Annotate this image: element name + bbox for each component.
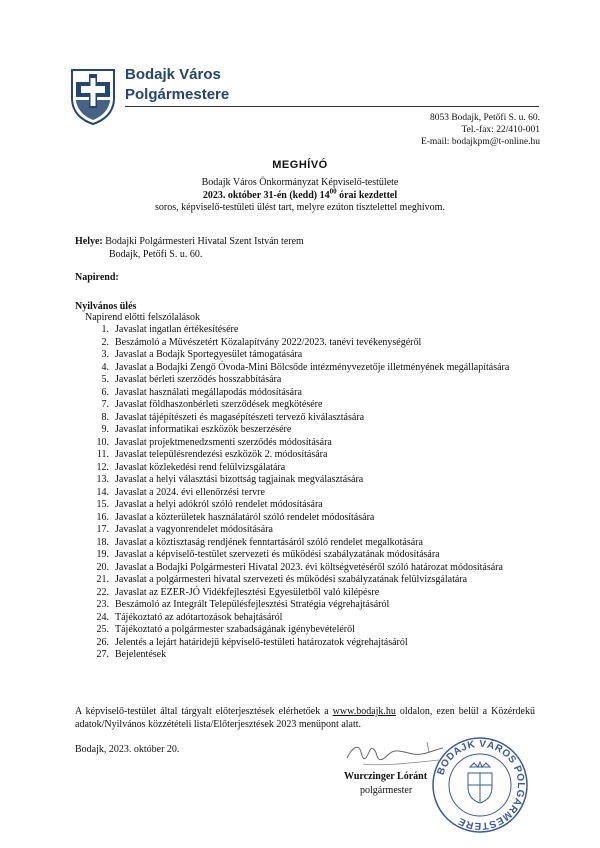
agenda-item-number: 27. <box>96 649 109 660</box>
agenda-item <box>75 349 535 362</box>
agenda-item-number: 16. <box>96 511 109 523</box>
phone: Tel.-fax: 22/410-001 <box>461 125 540 135</box>
round-stamp-icon <box>430 735 530 835</box>
intro-date: 2023. október 31-én (kedd) 14 <box>202 189 330 201</box>
agenda-item <box>75 324 535 337</box>
intro-line-3: soros, képviselő-testületi ülést tart, melyre ezúton tisztelettel meghívom. <box>155 202 445 213</box>
public-session-heading: Nyilvános ülés <box>75 301 137 312</box>
agenda-item <box>75 499 535 512</box>
agenda-item-text: Javaslat a Bodajk Sportegyesület támogatására <box>115 349 303 360</box>
agenda-item-number: 9. <box>101 424 109 435</box>
agenda-item-text: Javaslat a 2024. évi ellenőrzési tervre <box>115 486 265 498</box>
agenda-item-text: Javaslat a helyi adókról szóló rendelet módosítására <box>115 499 323 510</box>
agenda-item-text: Javaslat a Bodajki Zengő Óvoda-Mini Bölcsőde intézményvezetője illetményének megállapítására <box>115 361 510 373</box>
agenda-item-text: Tájékoztató az adótartozások behajtásáról <box>115 611 283 623</box>
agenda-item-number: 7. <box>101 399 109 410</box>
agenda-item-number: 11. <box>96 449 109 460</box>
header-divider <box>125 106 539 107</box>
agenda-item-number: 17. <box>96 524 109 535</box>
org-name: Bodajk Város <box>125 66 221 83</box>
agenda-item-text: Javaslat településrendezési eszközök 2. módosítására <box>115 449 328 460</box>
agenda-item <box>75 437 535 450</box>
agenda-item-text: Bejelentések <box>115 649 167 660</box>
agenda-item <box>75 637 535 650</box>
agenda-item-text: Javaslat a képviselő-testület szervezeti és működési szabályzatának módosítására <box>115 549 440 560</box>
agenda-item-number: 6. <box>101 386 109 398</box>
agenda-item-number: 1. <box>101 324 109 335</box>
agenda-heading: Napirend: <box>75 272 119 283</box>
signer-name: Wurczinger Lóránt <box>344 771 428 782</box>
agenda-item-number: 20. <box>96 561 109 573</box>
agenda-item-number: 8. <box>101 411 109 423</box>
venue-line-2: Bodajk, Petőfi S. u. 60. <box>109 248 203 260</box>
agenda-item <box>75 537 535 550</box>
agenda-item <box>75 412 535 425</box>
footer-note <box>75 706 535 731</box>
agenda-item-text: Javaslat használati megállapodás módosítására <box>115 386 302 398</box>
agenda-item-text: Javaslat bérleti szerződés hosszabbítására <box>115 374 282 385</box>
agenda-item <box>75 587 535 600</box>
agenda-item <box>75 524 535 537</box>
agenda-item-number: 26. <box>96 636 109 648</box>
agenda-item <box>75 474 535 487</box>
agenda-item <box>75 512 535 525</box>
website-link[interactable]: www.bodajk.hu <box>332 706 396 717</box>
agenda-item-number: 15. <box>96 499 109 510</box>
address: 8053 Bodajk, Petőfi S. u. 60. <box>429 113 540 123</box>
page-title: MEGHÍVÓ <box>272 159 328 171</box>
agenda-item-number: 14. <box>96 486 109 498</box>
intro-block <box>0 177 600 215</box>
agenda-item-number: 5. <box>101 374 109 385</box>
agenda-item-text: Tájékoztató a polgármester szabadságának igénybevételéről <box>115 624 355 635</box>
agenda-item-text: Javaslat tájépítészeti és magasépítészeti tervező kiválasztására <box>115 411 365 423</box>
intro-time-rest: órai kezdettel <box>336 189 398 201</box>
agenda-list <box>75 324 535 662</box>
agenda-item <box>75 337 535 350</box>
agenda-item-number: 4. <box>101 361 109 373</box>
coat-of-arms-icon <box>70 68 116 126</box>
signer-role: polgármester <box>360 785 413 796</box>
agenda-item-text: Javaslat a köztisztaság rendjének fenntartásáról szóló rendelet megalkotására <box>115 536 423 548</box>
agenda-item-text: Beszámoló a Művészetért Közalapítvány 2022/2023. tanévi tevékenységéről <box>115 336 422 348</box>
agenda-item-text: Javaslat projektmenedzsmenti szerződés módosítására <box>115 436 332 448</box>
agenda-item <box>75 424 535 437</box>
agenda-item <box>75 399 535 412</box>
intro-date-line <box>0 187 600 203</box>
footer-text-pre: A képviselő-testület által tárgyalt előterjesztések elérhetőek a <box>75 706 333 717</box>
footer-text-post: oldalon, ezen belül a Közérdekű adatok/Nyilvános közzétételi lista/Előterjesztések 2023 menüpont alatt. <box>75 706 535 730</box>
agenda-item-text: Javaslat a helyi választási bizottság tagjainak megválasztására <box>115 474 364 485</box>
agenda-item-number: 23. <box>96 599 109 610</box>
intro-line-1: Bodajk Város Önkormányzat Képviselő-testülete <box>201 177 399 188</box>
agenda-item-text: Javaslat ingatlan értékesítésére <box>115 324 239 335</box>
agenda-item-text: Javaslat a vagyonrendelet módosítására <box>115 524 273 535</box>
venue-line-1: Bodajki Polgármesteri Hivatal Szent István terem <box>102 236 304 247</box>
agenda-item <box>75 449 535 462</box>
agenda-item <box>75 462 535 475</box>
agenda-item-number: 19. <box>96 549 109 560</box>
agenda-item-text: Javaslat informatikai eszközök beszerzésére <box>115 424 292 435</box>
agenda-item <box>75 624 535 637</box>
agenda-item-number: 21. <box>96 574 109 585</box>
agenda-item-number: 25. <box>96 624 109 635</box>
agenda-item <box>75 487 535 500</box>
agenda-item-number: 12. <box>96 461 109 473</box>
agenda-item <box>75 574 535 587</box>
email: E-mail: bodajkpm@t-online.hu <box>420 137 540 147</box>
venue-block <box>75 236 304 261</box>
agenda-item <box>75 374 535 387</box>
agenda-item-text: Javaslat földhaszonbérleti szerződések megkötésére <box>115 399 323 410</box>
agenda-item-number: 3. <box>101 349 109 360</box>
agenda-item-text: Javaslat közlekedési rend felülvizsgálatára <box>115 461 286 473</box>
agenda-item <box>75 387 535 400</box>
agenda-item-text: Javaslat a Bodajki Polgármesteri Hivatal 2023. évi költségvetéséről szóló határozat módosítására <box>115 561 503 573</box>
document-date: Bodajk, 2023. október 20. <box>75 744 180 755</box>
agenda-item-number: 2. <box>101 336 109 348</box>
agenda-item-text: Jelentés a lejárt határidejű képviselő-testületi határozatok végrehajtásáról <box>115 636 408 648</box>
org-title: Polgármestere <box>125 86 230 103</box>
contact-block <box>421 112 540 148</box>
agenda-item <box>75 549 535 562</box>
stamp-text: BODAJK VÁROS POLGÁRMESTERE <box>435 738 527 832</box>
agenda-item-text: Javaslat a polgármesteri hivatal szervezeti és működési szabályzatának felülvizsgálatára <box>115 574 468 585</box>
agenda-item-text: Javaslat az EZER-JÓ Vidékfejlesztési Egyesületből való kilépésre <box>115 586 380 598</box>
intro-time-sup: 00 <box>329 187 337 196</box>
agenda-item-number: 10. <box>96 436 109 448</box>
agenda-item-text: Beszámoló az Integrált Településfejlesztési Stratégia végrehajtásáról <box>115 599 390 610</box>
agenda-item <box>75 562 535 575</box>
agenda-item-number: 13. <box>96 474 109 485</box>
agenda-item-number: 24. <box>96 611 109 623</box>
agenda-item <box>75 649 535 662</box>
agenda-item <box>75 362 535 375</box>
agenda-item-text: Javaslat a közterületek használatáról szóló rendelet módosítására <box>115 511 375 523</box>
agenda-item <box>75 599 535 612</box>
pre-agenda: Napirend előtti felszólalások <box>85 312 200 323</box>
venue-label: Helye: <box>75 236 103 247</box>
agenda-item-number: 22. <box>96 586 109 598</box>
agenda-item-number: 18. <box>96 536 109 548</box>
agenda-item <box>75 612 535 625</box>
